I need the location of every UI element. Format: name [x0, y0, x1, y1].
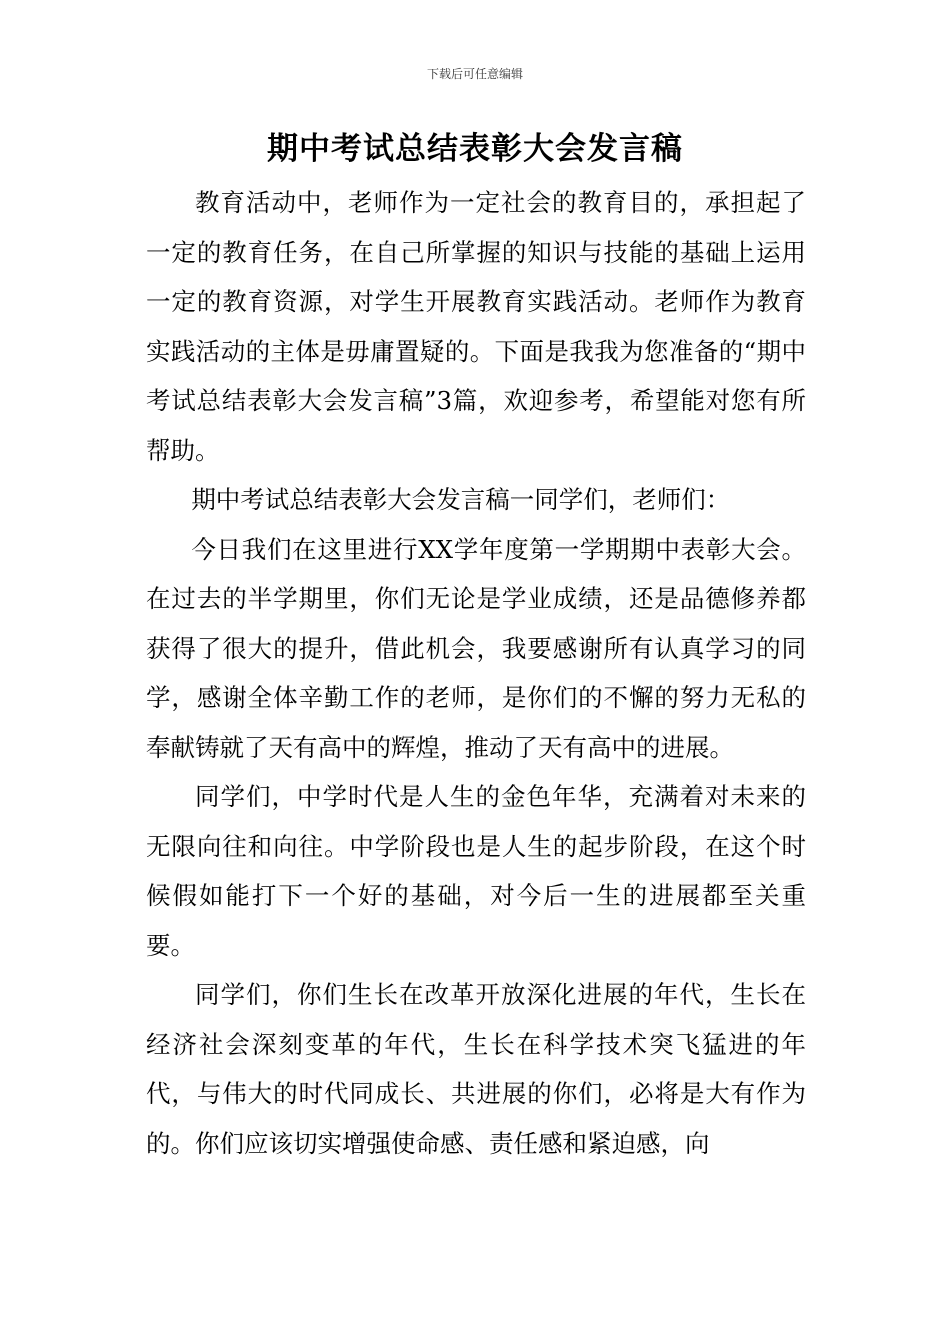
intro-paragraph: 教育活动中，老师作为一定社会的教育目的，承担起了一定的教育任务，在自己所掌握的知识与技能的基础上运用一定的教育资源，对学生开展教育实践活动。老师作为教育实践活动的主体是毋庸置疑的。下面是我我为您准备的“期中考试总结表彰大会发言稿”3篇，欢迎参考，希望能对您有所帮助。 — [146, 188, 806, 465]
header-note: 下载后可任意编辑 — [426, 67, 523, 81]
document-title: 期中考试总结表彰大会发言稿 — [267, 131, 683, 167]
speech-heading-paragraph: 期中考试总结表彰大会发言稿一同学们，老师们： — [191, 485, 731, 514]
speech-paragraph: 同学们，你们生长在改革开放深化进展的年代，生长在经济社会深刻变革的年代，生长在科学技术突飞猛进的年代，与伟大的时代同成长、共进展的你们，必将是大有作为的。你们应该切实增强使命感、责任感和紧迫感，向 — [146, 980, 806, 1158]
speech-paragraph: 同学们，中学时代是人生的金色年华，充满着对未来的无限向往和向往。中学阶段也是人生的起步阶段，在这个时候假如能打下一个好的基础，对今后一生的进展都至关重要。 — [146, 782, 806, 960]
document-body — [146, 178, 806, 1168]
speech-paragraph: 今日我们在这里进行XX学年度第一学期期中表彰大会。在过去的半学期里，你们无论是学业成绩，还是品德修养都获得了很大的提升，借此机会，我要感谢所有认真学习的同学，感谢全体辛勤工作的老师，是你们的不懈的努力无私的奉献铸就了天有高中的辉煌，推动了天有高中的进展。 — [146, 534, 806, 762]
